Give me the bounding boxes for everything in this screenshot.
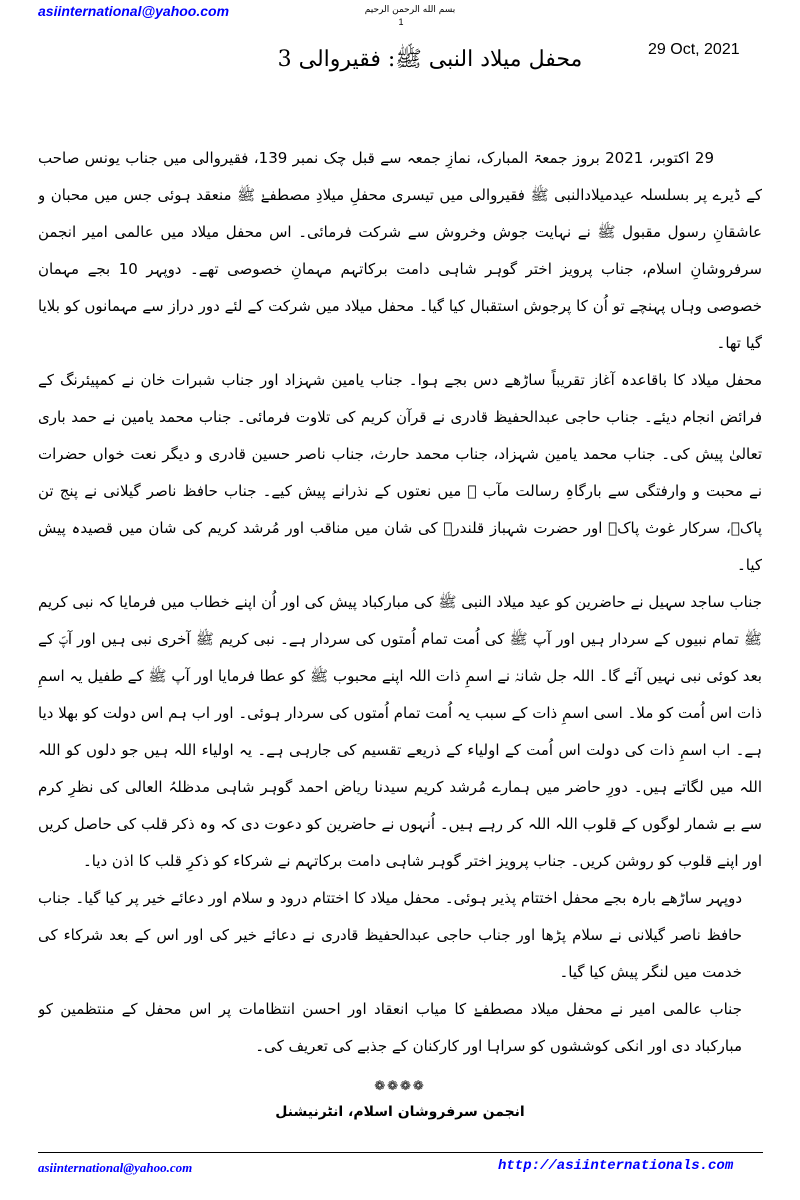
paragraph-speech: جناب ساجد سہیل نے حاضرین کو عید میلاد النبی ﷺ کی مبارکباد پیش کی اور اُن اپنے خطاب میں فرمایا کہ نبی کریم ﷺ تمام نبیوں کے سردار ہیں اور آپ ﷺ کی اُمت تمام اُمتوں کی سردار ہے۔ نبی کریم ﷺ آخری نبی ہیں اور آپؐ کے بعد کوئی نبی نہیں آئے گا۔ اللہ جل شانہٗ نے اسمِ ذات اللہ اپنے محبوب ﷺ کو عطا فرمایا اور آپ ﷺ کے طفیل یہ اسمِ ذات اس اُمت کو ملا۔ اسی اسمِ ذات کے سبب یہ اُمت تمام اُمتوں کی سردار ہوئی۔ اور اب ہم اس دولت کو بھلا دیا ہے۔ اب اسمِ ذات کی دولت اس اُمت کے اولیاء کے ذریعے تقسیم کی جارہی ہے۔ یہ اولیاء اللہ ہیں جو دلوں کو اللہ اللہ میں لگاتے ہیں۔ دورِ حاضر میں ہمارے مُرشد کریم سیدنا ریاض احمد گوہر شاہی مدظلہُ العالی کی نظرِ کرم سے بے شمار لوگوں کے قلوب اللہ اللہ کر رہے ہیں۔ اُنہوں نے حاضرین کو دعوت دی کہ وہ ذکر قلب کی حاصل کریں اور اپنے قلوب کو روشن کریں۔ جناب پرویز اختر گوہر شاہی دامت برکاتہم نے شرکاء کو ذکرِ قلب کا اذن دیا۔ bbox=[38, 593, 762, 870]
organization-name: انجمن سرفروشان اسلام، انٹرنیشنل bbox=[275, 1104, 525, 1120]
page-number: 1 bbox=[398, 17, 404, 27]
separator-stars-icon: ❁❁❁❁ bbox=[374, 1079, 426, 1094]
article-body bbox=[38, 140, 762, 1070]
paragraph-intro: 29 اکتوبر، 2021 بروز جمعۃ المبارک، نمازِ جمعہ سے قبل چک نمبر 139، فقیروالی میں جناب یونس صاحب کے ڈیرے پر بسلسلہ عیدمیلادالنبی ﷺ فقیروالی میں تیسری محفلِ میلادِ مصطفےٰ ﷺ منعقد ہوئی جس میں محبان و عاشقانِ رسول مقبول ﷺ نے نہایت جوش وخروش سے شرکت فرمائی۔ اس محفل میلاد میں عالمی امیر انجمن سرفروشانِ اسلام، جناب پرویز اختر گوہر شاہی دامت برکاتہم مہمانِ خصوصی تھے۔ دوپہر 10 بجے مہمان خصوصی وہاں پہنچے تو اُن کا پرجوش استقبال کیا گیا۔ محفل میلاد میں شرکت کے لئے دور دراز سے مہمانوں کو بلایا گیا تھا۔ bbox=[38, 149, 762, 352]
footer-divider bbox=[38, 1152, 763, 1153]
article-title: محفل میلاد النبی ﷺ: فقیروالی 3 bbox=[277, 47, 583, 72]
paragraph-conclusion: دوپہر ساڑھے بارہ بجے محفل اختتام پذیر ہوئی۔ محفل میلاد کا اختتام درود و سلام اور دعائے خیر پر کیا گیا۔ جناب حافظ ناصر گیلانی نے سلام پڑھا اور جناب حاجی عبدالحفیظ قادری نے دعائے خیر کی اور اس کے بعد شرکاء کی خدمت میں لنگر پیش کیا گیا۔ bbox=[38, 889, 742, 981]
footer-email-link[interactable]: asiinternational@yahoo.com bbox=[38, 1160, 193, 1175]
bismillah-text: بسم الله الرحمن الرحیم bbox=[364, 5, 456, 15]
article-date: 29 Oct, 2021 bbox=[648, 41, 740, 58]
header-email-link[interactable]: asiinternational@yahoo.com bbox=[38, 3, 230, 19]
paragraph-program: محفل میلاد کا باقاعدہ آغاز تقریباً ساڑھے دس بجے ہوا۔ جناب یامین شہزاد اور جناب شبرات خان نے کمپیئرنگ کے فرائض انجام دیئے۔ جناب حاجی عبدالحفیظ قادری نے قرآن کریم کی تلاوت فرمائی۔ جناب محمد یامین نے حمد باری تعالیٰ پیش کی۔ جناب محمد یامین شہزاد، جناب محمد حارث، جناب ناصر حسین قادری و دیگر نعت خواں حضرات نے محبت و وارفتگی سے بارگاہِ رسالت مآب ﷺ میں نعتوں کے نذرانے پیش کیے۔ جناب حافظ ناصر گیلانی نے پنج تن پاکؑ، سرکار غوث پاکؒ اور حضرت شہباز قلندرؒ کی شان میں مناقب اور مُرشد کریم کی شان میں قصیدہ پیش کیا۔ bbox=[38, 371, 762, 574]
paragraph-congratulations: جناب عالمی امیر نے محفل میلاد مصطفےٰ کا میاب انعقاد اور احسن انتظامات پر اس محفل کے منتظمین کو مبارکباد دی اور انکی کوششوں کو سراہا اور کارکنان کے جذبے کی تعریف کی۔ bbox=[38, 1000, 742, 1055]
footer-website-link[interactable]: http://asiinternationals.com bbox=[498, 1158, 734, 1174]
